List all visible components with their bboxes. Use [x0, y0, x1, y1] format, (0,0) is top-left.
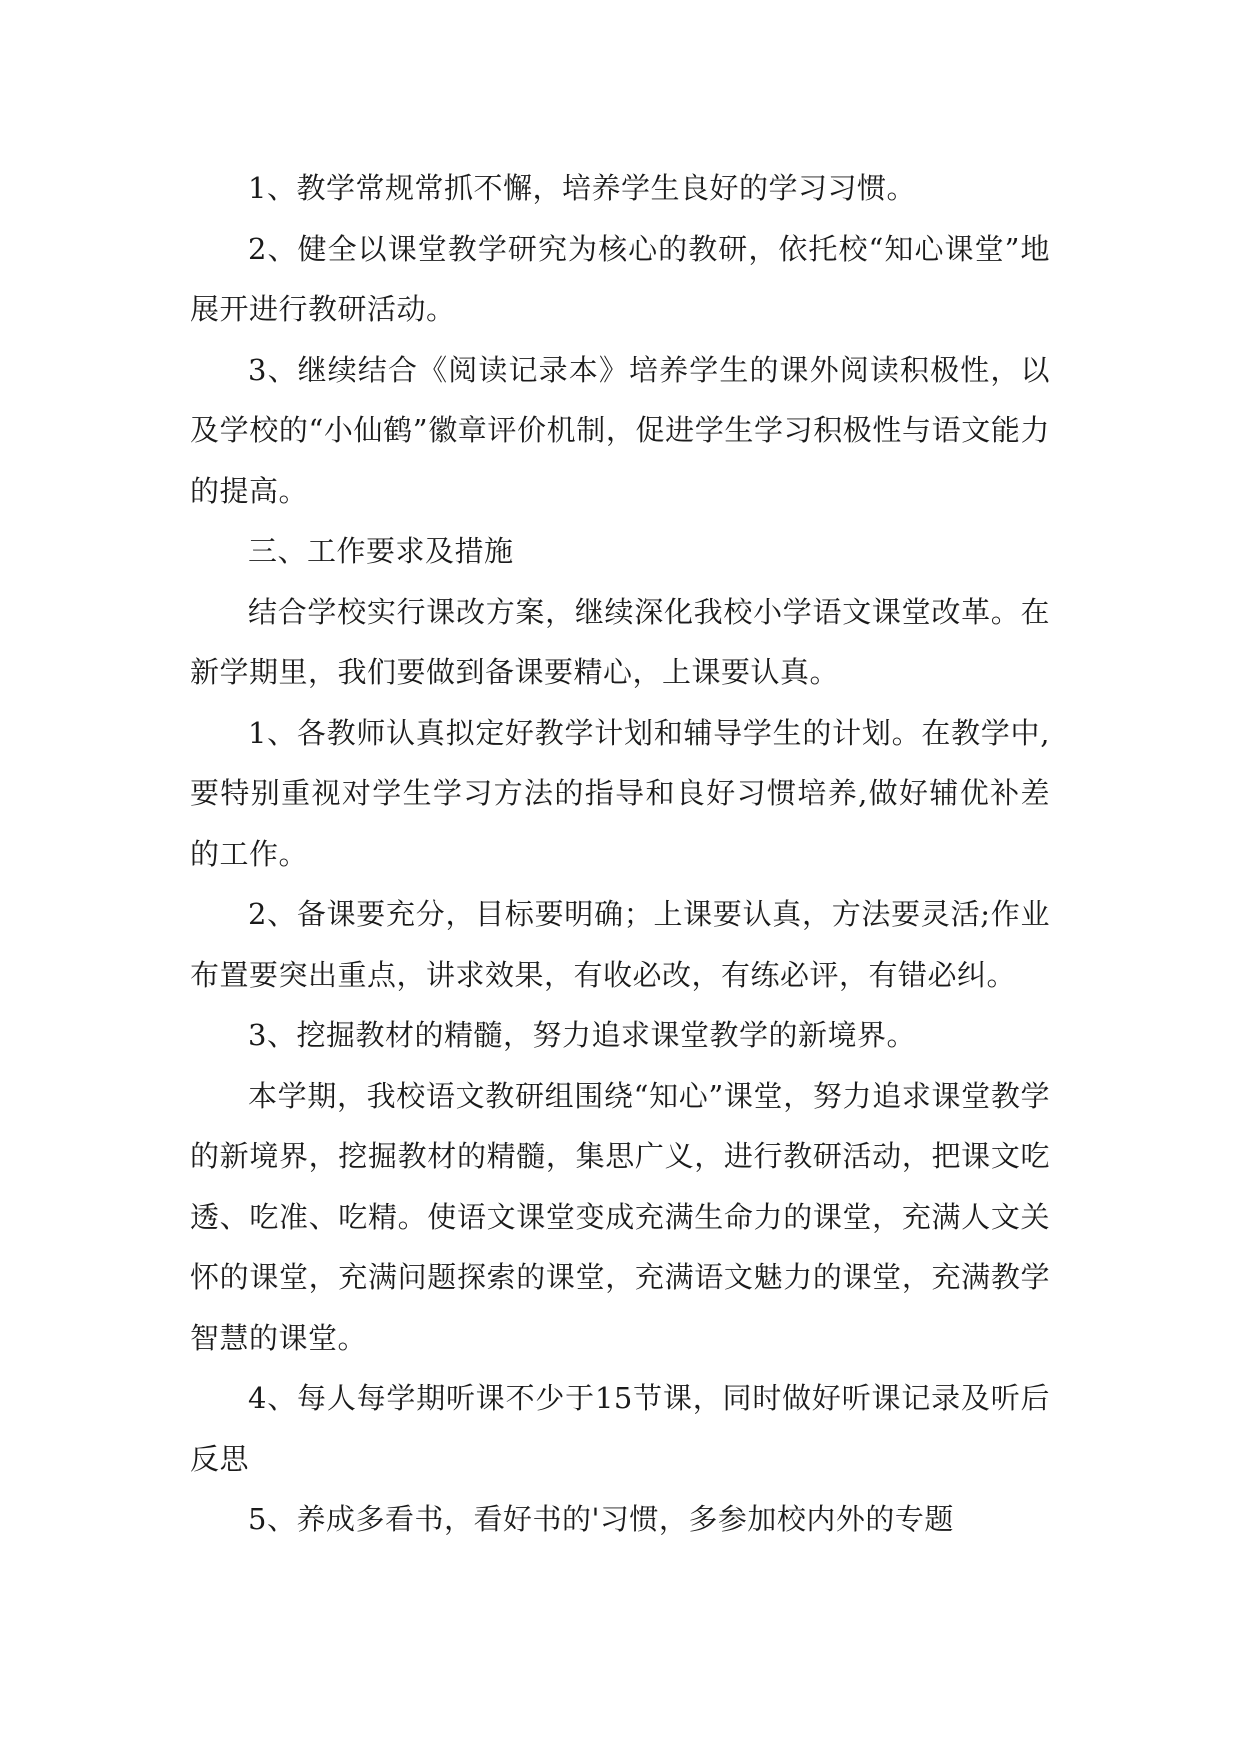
paragraph-reform-intro: 结合学校实行课改方案，继续深化我校小学语文课堂改革。在新学期里，我们要做到备课要精心，上课要认真。	[190, 594, 1050, 689]
paragraph-measure-2-lessons: 2、备课要充分，目标要明确；上课要认真，方法要灵活;作业布置要突出重点，讲求效果，有收必改，有练必评，有错必纠。	[190, 897, 1050, 992]
document-body	[190, 158, 1050, 1550]
paragraph-item-2-research: 2、健全以课堂教学研究为核心的教研，依托校“知心课堂”地展开进行教研活动。	[190, 231, 1050, 326]
paragraph-measure-3-materials: 3、挖掘教材的精髓，努力追求课堂教学的新境界。	[248, 1018, 916, 1052]
paragraph-measure-1-plans: 1、各教师认真拟定好教学计划和辅导学生的计划。在教学中,要特别重视对学生学习方法的指导和良好习惯培养,做好辅优补差的工作。	[190, 715, 1050, 871]
section-heading-requirements: 三、工作要求及措施	[248, 534, 514, 568]
paragraph-item-1-habits: 1、教学常规常抓不懈，培养学生良好的学习习惯。	[248, 171, 916, 205]
paragraph-item-3-reading: 3、继续结合《阅读记录本》培养学生的课外阅读积极性，以及学校的“小仙鹤”徽章评价机制，促进学生学习积极性与语文能力的提高。	[190, 352, 1050, 508]
paragraph-measure-4-observation: 4、每人每学期听课不少于15节课，同时做好听课记录及听后反思	[190, 1381, 1050, 1476]
paragraph-measure-5-reading-habit: 5、养成多看书，看好书的'习惯，多参加校内外的专题	[248, 1502, 954, 1536]
paragraph-semester-focus: 本学期，我校语文教研组围绕“知心”课堂，努力追求课堂教学的新境界，挖掘教材的精髓，集思广义，进行教研活动，把课文吃透、吃准、吃精。使语文课堂变成充满生命力的课堂，充满人文关怀的课堂，充满问题探索的课堂，充满语文魅力的课堂，充满教学智慧的课堂。	[190, 1078, 1050, 1355]
